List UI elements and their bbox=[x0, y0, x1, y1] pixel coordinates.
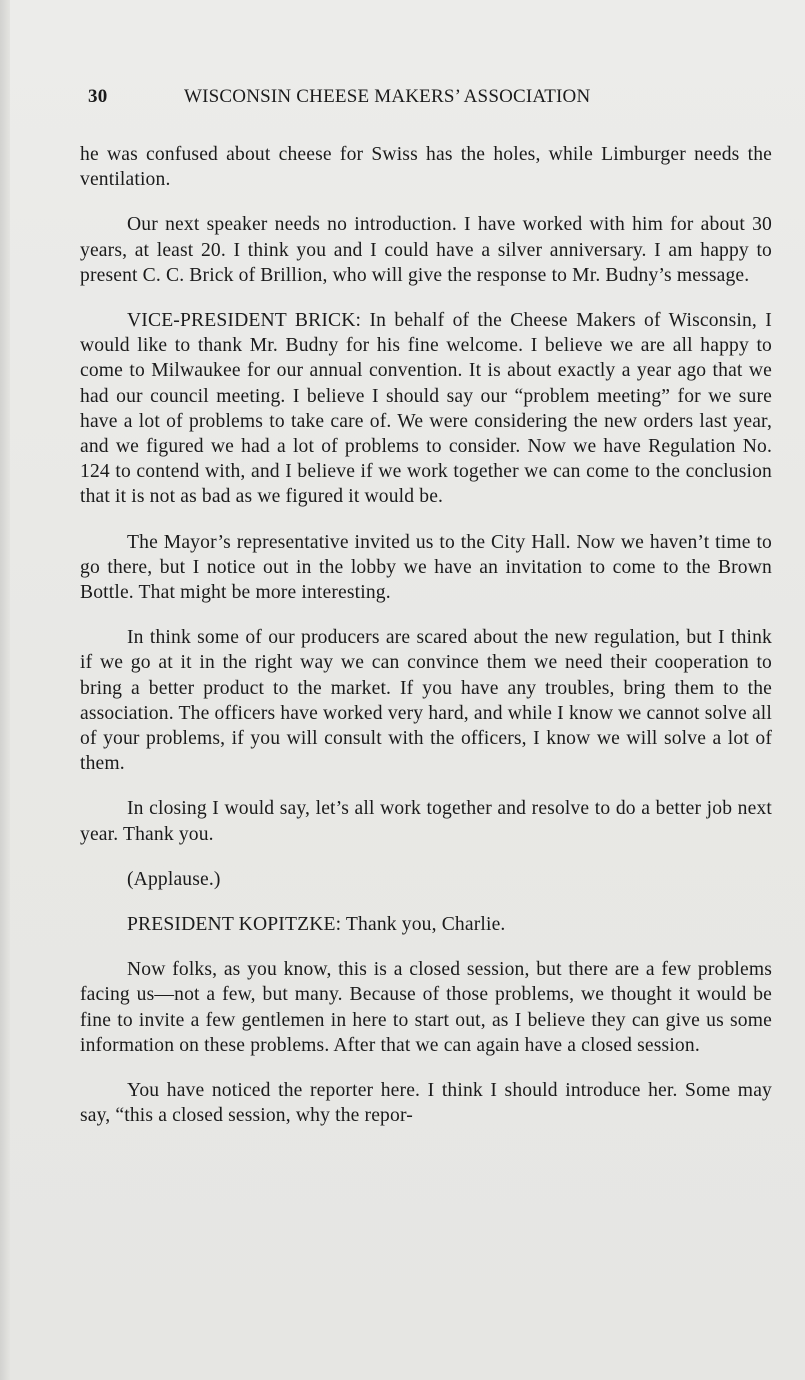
paragraph: he was confused about cheese for Swiss has the holes, while Limburger needs the ventilation. bbox=[80, 144, 772, 191]
paragraph: You have noticed the reporter here. I think I should introduce her. Some may say, “this a closed session, why the repor- bbox=[80, 1080, 772, 1127]
paragraph: In closing I would say, let’s all work together and resolve to do a better job next year. Thank you. bbox=[80, 798, 772, 845]
page-header bbox=[88, 86, 688, 116]
page-edge-shadow bbox=[0, 0, 10, 1380]
paragraph: In think some of our producers are scared about the new regulation, but I think if we go at it in the right way we can convince them we need their cooperation to bring a better product to the market. If you have any troubles, bring them to the association. The officers have worked very hard, and while I know we cannot solve all of your problems, if you will consult with the officers, I know we will solve a lot of them. bbox=[80, 627, 772, 775]
body-text bbox=[80, 142, 772, 1149]
paragraph: Our next speaker needs no introduction. I have worked with him for about 30 years, at least 20. I think you and I could have a silver anniversary. I am happy to present C. C. Brick of Brillion, who will give the response to Mr. Budny’s message. bbox=[80, 214, 772, 286]
running-title: WISCONSIN CHEESE MAKERS’ ASSOCIATION bbox=[184, 86, 591, 107]
paragraph: PRESIDENT KOPITZKE: Thank you, Charlie. bbox=[127, 914, 506, 936]
paragraph-applause: (Applause.) bbox=[127, 868, 221, 890]
paragraph: Now folks, as you know, this is a closed session, but there are a few problems facing us—not a few, but many. Because of those problems, we thought it would be fine to invite a few gentlemen in here to start out, as I believe they can give us some information on these problems. After that we can again have a closed session. bbox=[80, 959, 772, 1056]
page-number: 30 bbox=[88, 86, 108, 107]
paragraph: The Mayor’s representative invited us to the City Hall. Now we haven’t time to go there, but I notice out in the lobby we have an invitation to come to the Brown Bottle. That might be more interesting. bbox=[80, 531, 772, 604]
paragraph: VICE-PRESIDENT BRICK: In behalf of the Cheese Makers of Wisconsin, I would like to thank Mr. Budny for his fine welcome. I believe we are all happy to come to Milwaukee for our annual convention. It is about exactly a year ago that we had our council meeting. I believe I should say our “problem meeting” for we sure have a lot of problems to take care of. We were considering the new orders last year, and we figured we had a lot of problems to consider. Now we have Regulation No. 124 to contend with, and I believe if we work together we can come to the conclusion that it is not as bad as we figured it would be. bbox=[80, 310, 772, 508]
